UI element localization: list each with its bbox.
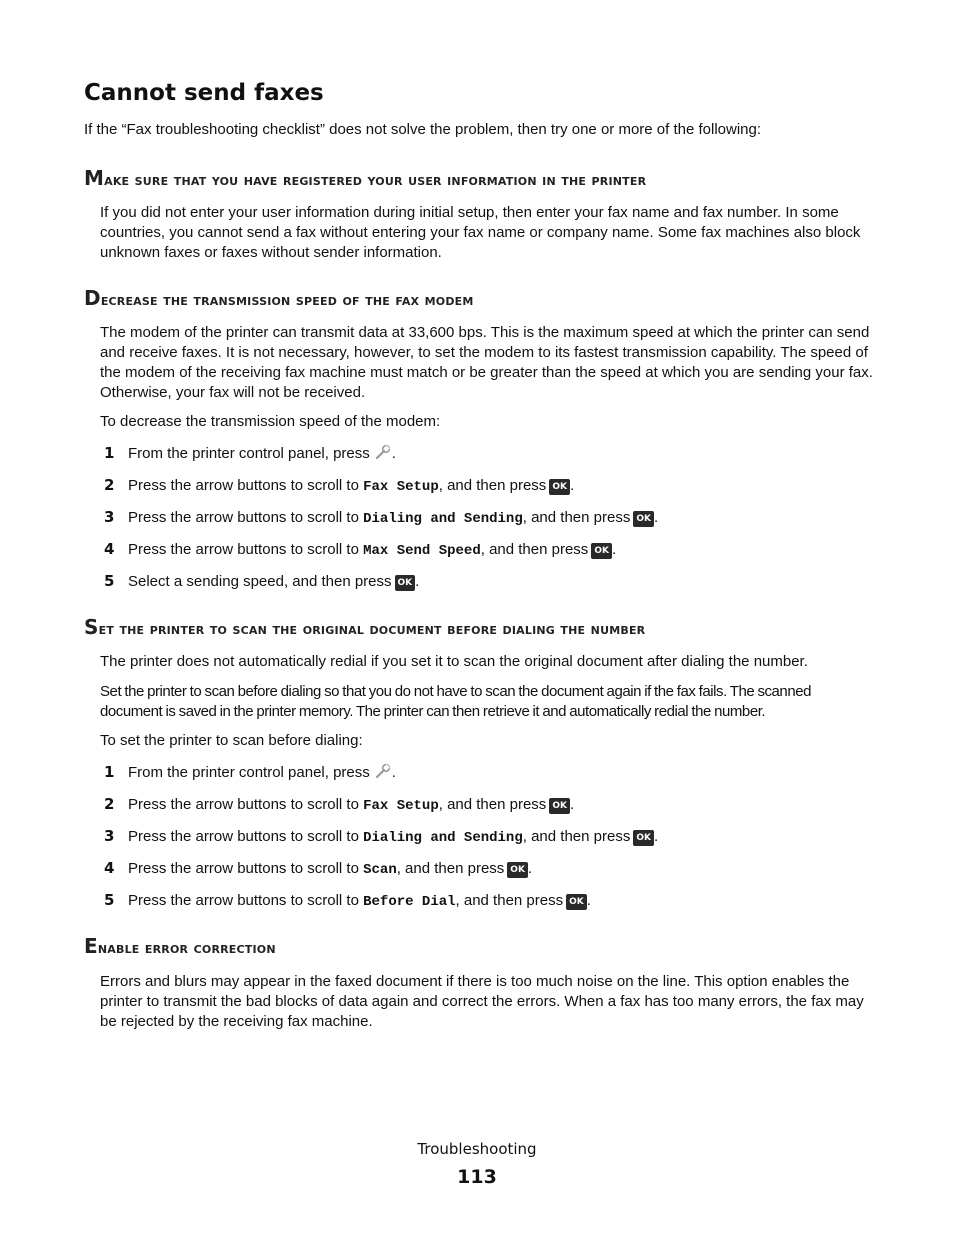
section-scan-paragraph-2: Set the printer to scan before dialing so that you do not have to scan the document again if the fax fails. The scanned document is saved in the printer memory. The printer can then retrieve it and automatically redial the number. — [100, 683, 812, 720]
section-heading-modem-speed: Decrease the transmission speed of the fax modem — [84, 286, 474, 310]
list-item: 2 Press the arrow buttons to scroll to Fax Setup, and then press OK . — [104, 795, 575, 814]
section-user-info-paragraph: If you did not enter your user information during initial setup, then enter your fax name and fax number. In some countries, you cannot send a fax without entering your fax name or company name. Some fax machines also block unknown faxes or faxes without sender information. — [100, 204, 861, 261]
page-title: Cannot send faxes — [84, 80, 324, 106]
list-item: 1 From the printer control panel, press . — [104, 763, 396, 781]
ok-button-icon: OK — [633, 511, 654, 527]
wrench-icon — [374, 763, 392, 779]
section-heading-error-correction: Enable error correction — [84, 934, 276, 958]
section-scan-lead: To set the printer to scan before dialing: — [100, 732, 363, 749]
ok-button-icon: OK — [566, 894, 587, 910]
footer-section-name: Troubleshooting — [417, 1140, 537, 1158]
section-modem-speed-lead: To decrease the transmission speed of the modem: — [100, 413, 441, 430]
section-modem-speed-paragraph: The modem of the printer can transmit data at 33,600 bps. This is the maximum speed at which the printer can send and receive faxes. It is not necessary, however, to set the modem to its fastest transmission capability. The speed of the modem of the receiving fax machine must match or be greater than the speed at which you are sending your fax. Otherwise, your fax will not be received. — [100, 324, 873, 401]
ok-button-icon: OK — [591, 543, 612, 559]
ok-button-icon: OK — [549, 479, 570, 495]
list-item: 5 Select a sending speed, and then press OK . — [104, 572, 420, 590]
ok-button-icon: OK — [549, 798, 570, 814]
section-heading-user-info: Make sure that you have registered your user information in the printer — [84, 166, 647, 190]
section-error-correction-paragraph: Errors and blurs may appear in the faxed document if there is too much noise on the line. This option enables the printer to transmit the bad blocks of data again and correct the errors. When a fax has too many errors, the fax may be rejected by the receiving fax machine. — [100, 973, 864, 1030]
ok-button-icon: OK — [507, 862, 528, 878]
ok-button-icon: OK — [395, 575, 416, 591]
list-item: 1 From the printer control panel, press . — [104, 444, 396, 462]
list-item: 4 Press the arrow buttons to scroll to Scan, and then press OK . — [104, 859, 533, 878]
list-item: 5 Press the arrow buttons to scroll to Before Dial, and then press OK . — [104, 891, 591, 910]
page-number: 113 — [457, 1166, 497, 1188]
list-item: 4 Press the arrow buttons to scroll to Max Send Speed, and then press OK . — [104, 540, 617, 559]
list-item: 3 Press the arrow buttons to scroll to Dialing and Sending, and then press OK . — [104, 827, 659, 846]
section-heading-scan-before-dial: Set the printer to scan the original document before dialing the number — [84, 615, 646, 639]
wrench-icon — [374, 444, 392, 460]
intro-text: If the “Fax troubleshooting checklist” does not solve the problem, then try one or more of the following: — [84, 121, 762, 138]
list-item: 3 Press the arrow buttons to scroll to Dialing and Sending, and then press OK . — [104, 508, 659, 527]
list-item: 2 Press the arrow buttons to scroll to Fax Setup, and then press OK . — [104, 476, 575, 495]
section-scan-paragraph-1: The printer does not automatically redial if you set it to scan the original document after dialing the number. — [100, 653, 808, 670]
ok-button-icon: OK — [633, 830, 654, 846]
